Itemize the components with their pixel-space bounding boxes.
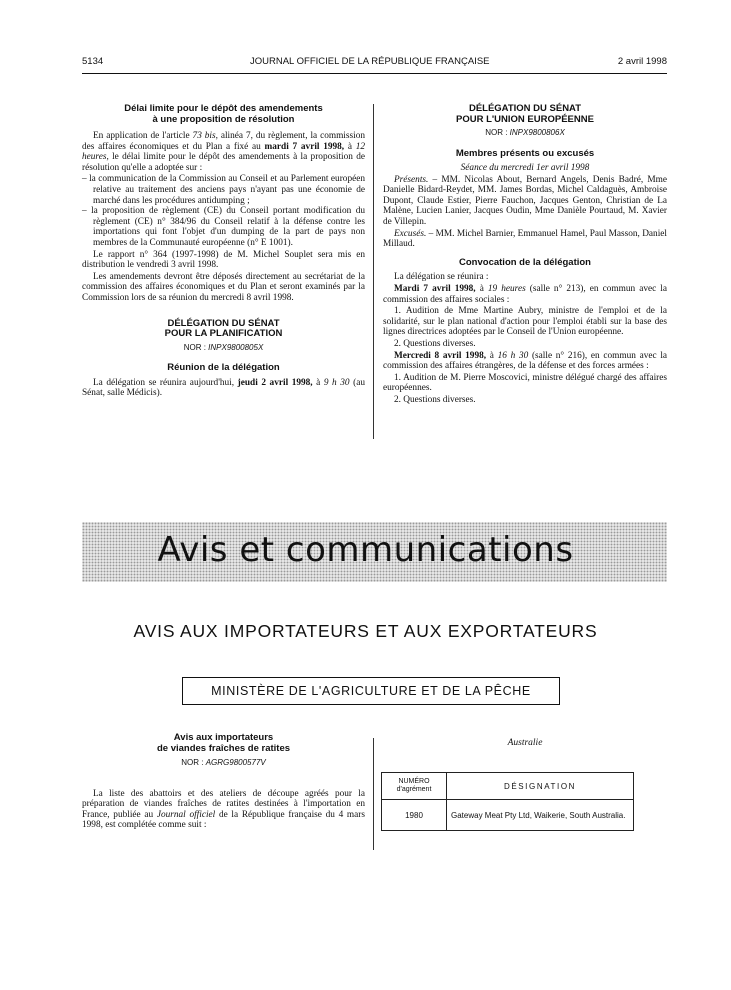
page-number: 5134 [82, 56, 104, 67]
nor-reference: NOR : INPX9800806X [485, 128, 565, 137]
list-item: – la communication de la Commission au Conseil et au Parlement européen relative au traitement des anciens pays n'ayant pas une économie de marché dans les procédures antidumping ; [82, 174, 365, 206]
table-header-row [382, 773, 634, 800]
left-column-bottom [82, 733, 365, 832]
europe-heading-line2: POUR L'UNION EUROPÉENNE [456, 113, 594, 125]
planification-heading [82, 319, 365, 340]
list-item: 2. Questions diverses. [394, 338, 476, 349]
page-header [82, 56, 667, 70]
members-subheading: Membres présents ou excusés [455, 147, 595, 159]
approval-table [381, 772, 634, 831]
issue-date: 2 avril 1998 [617, 56, 667, 67]
journal-title: JOURNAL OFFICIEL DE LA RÉPUBLIQUE FRANÇAISE [250, 56, 490, 67]
table-cell-number: 1980 [382, 800, 447, 831]
header-rule [82, 73, 667, 74]
section-heading: AVIS AUX IMPORTATEURS ET AUX EXPORTATEURS [133, 621, 598, 641]
wednesday-paragraph: Mercredi 8 avril 1998, à 16 h 30 (salle n° 216), en commun avec la commission des affaires étrangères, de la défense et des forces armées : [383, 350, 668, 372]
nor-reference: NOR : AGRG9800577V [181, 758, 266, 767]
amendments-heading [82, 104, 365, 125]
deposit-paragraph: Les amendements devront être déposés directement au secrétariat de la commission des affaires économiques et du Plan et seront examinés par la Commission lors de sa réunion du mercredi 8 avril 1998. [82, 271, 365, 303]
table-header-number: NUMÉRO d'agrément [382, 773, 447, 800]
amendments-heading-line2: à une proposition de résolution [152, 113, 295, 125]
table-row [382, 800, 634, 831]
ministry-box: MINISTÈRE DE L'AGRICULTURE ET DE LA PÊCHE [182, 677, 560, 705]
amendments-paragraph: En application de l'article 73 bis, alinéa 7, du règlement, la commission des affaires économiques et du Plan a fixé au mardi 7 avril 1998, à 12 heures, le délai limite pour le dépôt des amendements à la proposition de résolution qu'elle a adoptée sur : [82, 131, 366, 173]
ratites-heading-line2: de viandes fraîches de ratites [156, 742, 291, 754]
session-date: Séance du mercredi 1er avril 1998 [460, 163, 590, 174]
column-divider-bottom [373, 738, 374, 850]
list-item: – la proposition de règlement (CE) du Conseil portant modification du règlement (CE) n° 384/96 du Conseil relatif à la défense contre les importations qui font l'objet d'un dumping de la part de pays non membres de la Communauté européenne (n° E 1001). [82, 206, 365, 248]
meeting-paragraph: La délégation se réunira aujourd'hui, jeudi 2 avril 1998, à 9 h 30 (au Sénat, salle Médicis). [82, 377, 365, 399]
left-column-top [82, 104, 365, 400]
planification-heading-line1: DÉLÉGATION DU SÉNAT [167, 317, 280, 329]
ratites-heading-line1: Avis aux importateurs [173, 732, 274, 743]
amendments-heading-line1: Délai limite pour le dépôt des amendements [124, 103, 323, 114]
ratites-heading [82, 733, 365, 754]
excuses-paragraph: Excusés. – MM. Michel Barnier, Emmanuel Hamel, Paul Masson, Daniel Millaud. [383, 228, 667, 250]
convocation-intro: La délégation se réunira : [394, 272, 489, 283]
country-label: Australie [507, 738, 543, 748]
column-divider-top [373, 104, 374, 439]
convocation-subheading: Convocation de la délégation [459, 256, 591, 268]
europe-heading [383, 104, 667, 125]
report-paragraph: Le rapport n° 364 (1997-1998) de M. Michel Souplet sera mis en distribution le vendredi 3 avril 1998. [82, 249, 365, 271]
tuesday-paragraph: Mardi 7 avril 1998, à 19 heures (salle n° 213), en commun avec la commission des affaires sociales : [383, 283, 668, 305]
presents-paragraph: Présents. – MM. Nicolas About, Bernard Angels, Denis Badré, Mme Danielle Bidard-Reydet, MM. James Bordas, Michel Caldaguès, Ambroise Dupont, Claude Estier, Pierre Fauchon, Jacques Genton, Christian de La Malène, Lucien Lanier, Jacques Oudin, Mme Danièle Pourtaud, M. Xavier de Villepin. [383, 174, 667, 228]
table-cell-designation: Gateway Meat Pty Ltd, Waikerie, South Australia. [447, 800, 634, 831]
amendments-list [82, 174, 365, 248]
meeting-subheading: Réunion de la délégation [167, 362, 280, 374]
list-item: 1. Audition de Mme Martine Aubry, ministre de l'emploi et de la solidarité, sur le plan national d'action pour l'emploi établi sur la base des lignes directrices adoptées par le Conseil de l'Union européenne. [383, 306, 667, 338]
table-header-designation: DÉSIGNATION [447, 773, 634, 800]
list-item: 2. Questions diverses. [394, 394, 476, 405]
list-item: 1. Audition de M. Pierre Moscovici, ministre délégué chargé des affaires européennes. [383, 372, 667, 394]
nor-reference: NOR : INPX9800805X [183, 342, 264, 352]
right-column-top [383, 104, 667, 406]
ratites-paragraph: La liste des abattoirs et des ateliers de découpe agréés pour la préparation de viandes fraîches de ratites destinées à l'importation en France, publiée au Journal officiel de la République française du 4 mars 1998, est complétée comme suit : [82, 788, 366, 831]
planification-heading-line2: POUR LA PLANIFICATION [164, 328, 283, 339]
section-banner-title: Avis et communications [157, 530, 574, 570]
europe-heading-line1: DÉLÉGATION DU SÉNAT [468, 103, 582, 114]
